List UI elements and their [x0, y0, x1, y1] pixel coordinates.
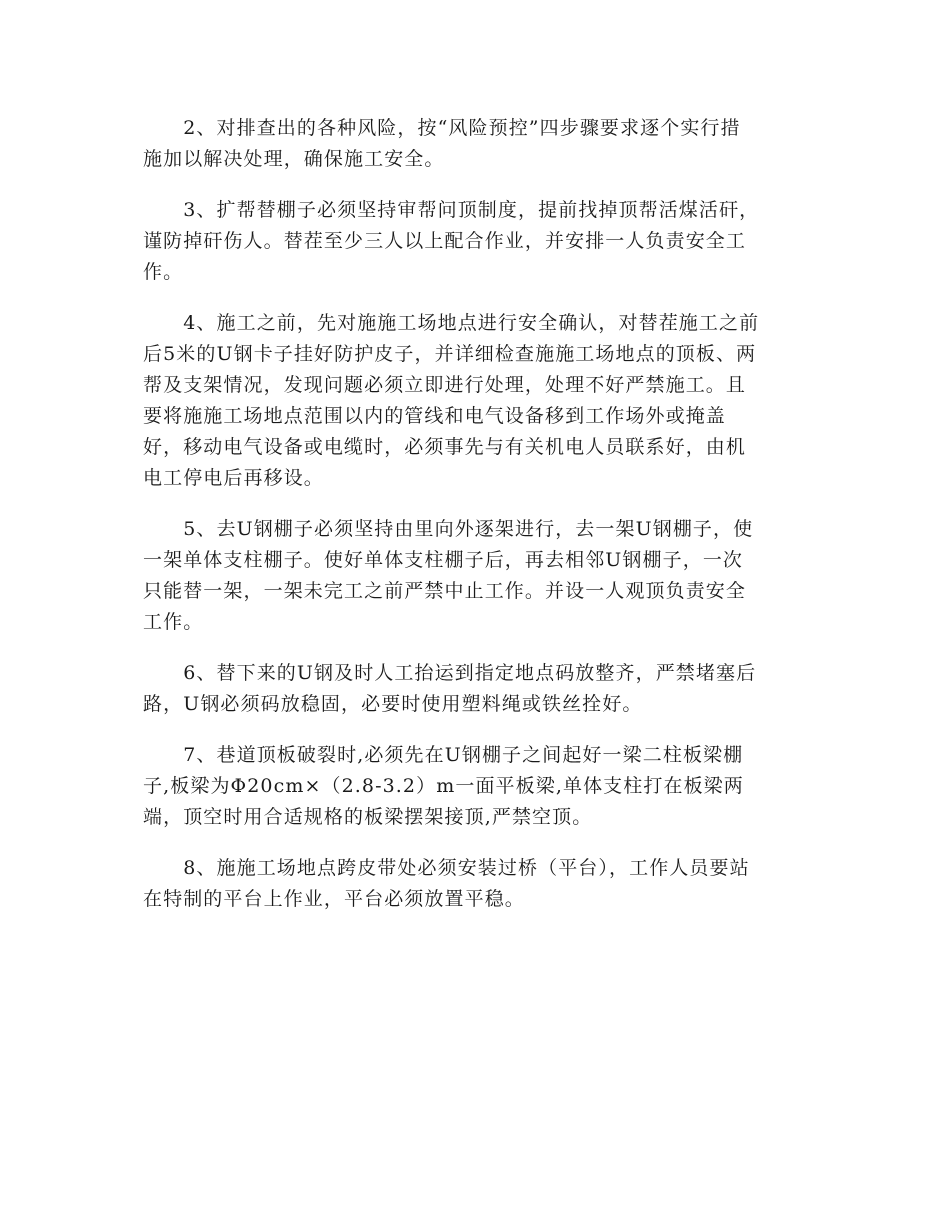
text-line: 7、巷道顶板破裂时,必须先在U钢棚子之间起好一梁二柱板梁棚 — [143, 744, 744, 766]
document-body — [143, 113, 809, 935]
text-line: 谨防掉矸伤人。替茬至少三人以上配合作业，并安排一人负责安全工 — [143, 230, 747, 252]
text-line: 帮及支架情况，发现问题必须立即进行处理，处理不好严禁施工。且 — [143, 374, 747, 396]
text-line: 后5米的U钢卡子挂好防护皮子，并详细检查施施工场地点的顶板、两 — [143, 343, 757, 365]
text-line: 3、扩帮替棚子必须坚持审帮问顶制度，提前找掉顶帮活煤活矸， — [143, 199, 760, 221]
text-line: 4、施工之前，先对施施工场地点进行安全确认，对替茬施工之前 — [143, 312, 760, 334]
paragraph-item-6 — [143, 658, 809, 720]
text-line: 子,板梁为Φ20cm×（2.8-3.2）m一面平板梁,单体支柱打在板梁两 — [143, 775, 744, 797]
text-line: 好，移动电气设备或电缆时，必须事先与有关机电人员联系好，由机 — [143, 436, 747, 458]
text-line: 只能替一架，一架未完工之前严禁中止工作。并设一人观顶负责安全 — [143, 580, 747, 602]
text-line: 一架单体支柱棚子。使好单体支柱棚子后，再去相邻U钢棚子，一次 — [143, 549, 744, 571]
text-line: 5、去U钢棚子必须坚持由里向外逐架进行，去一架U钢棚子，使 — [143, 518, 754, 540]
text-line: 2、对排查出的各种风险，按“风险预控”四步骤要求逐个实行措 — [143, 117, 741, 139]
text-line: 8、施施工场地点跨皮带处必须安装过桥（平台），工作人员要站 — [143, 857, 750, 879]
text-line: 工作。 — [143, 611, 204, 633]
text-line: 作。 — [143, 261, 184, 283]
text-line: 路，U钢必须码放稳固，必要时使用塑料绳或铁丝拴好。 — [143, 693, 643, 715]
paragraph-item-5 — [143, 514, 809, 638]
text-line: 施加以解决处理，确保施工安全。 — [143, 148, 445, 170]
text-line: 端，顶空时用合适规格的板梁摆架接顶,严禁空顶。 — [143, 806, 593, 828]
paragraph-item-7 — [143, 740, 809, 833]
paragraph-item-8 — [143, 853, 809, 915]
text-line: 6、替下来的U钢及时人工抬运到指定地点码放整齐，严禁堵塞后 — [143, 662, 757, 684]
paragraph-item-3 — [143, 195, 809, 288]
text-line: 要将施施工场地点范围以内的管线和电气设备移到工作场外或掩盖 — [143, 405, 726, 427]
paragraph-item-4 — [143, 308, 809, 494]
paragraph-item-2 — [143, 113, 809, 175]
text-line: 在特制的平台上作业，平台必须放置平稳。 — [143, 888, 525, 910]
text-line: 电工停电后再移设。 — [143, 467, 324, 489]
